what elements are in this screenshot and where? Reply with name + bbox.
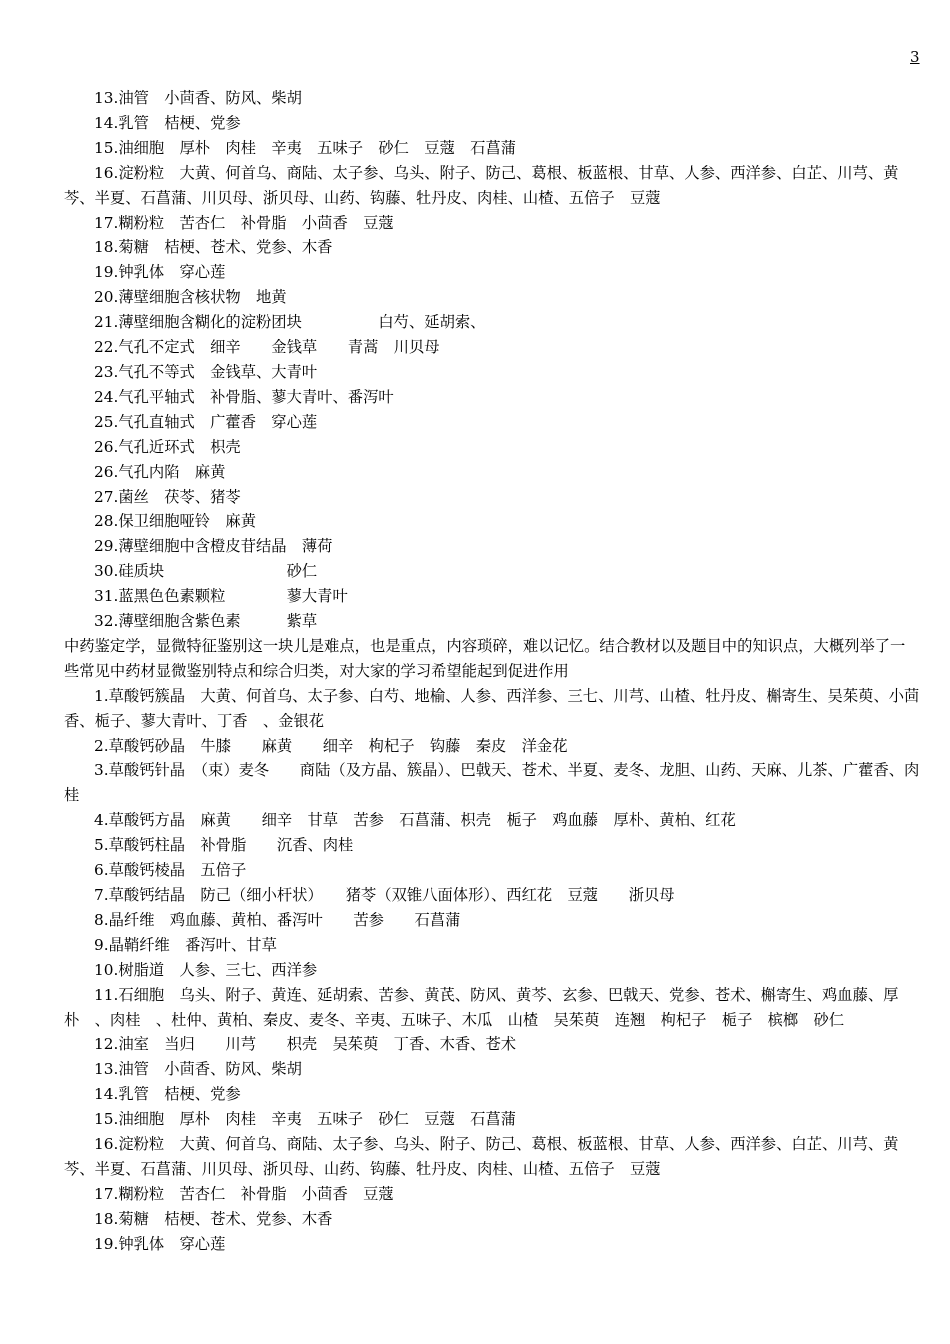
- list-item: 24.气孔平轴式 补骨脂、蓼大青叶、番泻叶: [94, 387, 394, 406]
- intro-paragraph: 中药鉴定学，显微特征鉴别这一块儿是难点，也是重点，内容琐碎，难以记忆。结合教材以及题目中的知识点，大概列举了一些常见中药材显微鉴别特点和综合归类，对大家的学习希望能起到促进作用: [64, 636, 906, 680]
- list-item: 25.气孔直轴式 广藿香 穿心莲: [94, 412, 318, 431]
- list-item: 21.薄壁细胞含糊化的淀粉团块 白芍、延胡索、: [94, 313, 486, 332]
- list-item: 17.糊粉粒 苦杏仁 补骨脂 小茴香 豆蔻: [94, 1184, 394, 1203]
- list-item: 10.树脂道 人参、三七、西洋参: [94, 960, 318, 979]
- list-item: 12.油室 当归 川芎 枳壳 吴茱萸 丁香、木香、苍术: [94, 1035, 517, 1054]
- list-item: 16.淀粉粒 大黄、何首乌、商陆、太子参、乌头、附子、防己、葛根、板蓝根、甘草、人参、西洋参、白芷、川芎、黄芩、半夏、石菖蒲、川贝母、浙贝母、山药、钩藤、牡丹皮、肉桂、山楂、五倍子 豆蔻: [64, 163, 899, 207]
- list-item: 28.保卫细胞哑铃 麻黄: [94, 512, 256, 531]
- list-item: 9.晶鞘纤维 番泻叶、甘草: [94, 935, 277, 954]
- list-item: 3.草酸钙针晶 （束）麦冬 商陆（及方晶、簇晶）、巴戟天、苍术、半夏、麦冬、龙胆、山药、天麻、儿茶、广藿香、肉桂: [64, 761, 920, 805]
- list-item: 29.薄壁细胞中含橙皮苷结晶 薄荷: [94, 537, 333, 556]
- list-item: 1.草酸钙簇晶 大黄、何首乌、太子参、白芍、地榆、人参、西洋参、三七、川芎、山楂、牡丹皮、槲寄生、吴茱萸、小茴香、栀子、蓼大青叶、丁香 、金银花: [64, 686, 920, 730]
- page-number: 3: [910, 48, 920, 66]
- list-item: 18.菊糖 桔梗、苍术、党参、木香: [94, 1209, 333, 1228]
- list-item: 27.菌丝 茯苓、猪苓: [94, 487, 241, 506]
- list-item: 23.气孔不等式 金钱草、大青叶: [94, 362, 318, 381]
- list-item: 13.油管 小茴香、防风、柴胡: [94, 1060, 302, 1079]
- list-item: 15.油细胞 厚朴 肉桂 辛夷 五味子 砂仁 豆蔻 石菖蒲: [94, 138, 517, 157]
- list-item: 32.薄壁细胞含紫色素 紫草: [94, 612, 318, 631]
- list-item: 11.石细胞 乌头、附子、黄连、延胡索、苦参、黄芪、防风、黄芩、玄参、巴戟天、党参、苍术、槲寄生、鸡血藤、厚朴 、肉桂 、杜仲、黄柏、秦皮、麦冬、辛夷、五味子、木瓜 山楂 吴茱萸 连翘 枸杞子 栀子 槟榔 砂仁: [64, 985, 899, 1029]
- list-item: 13.油管 小茴香、防风、柴胡: [94, 89, 302, 107]
- list-item: 26.气孔内陷 麻黄: [94, 462, 226, 481]
- list-item: 19.钟乳体 穿心莲: [94, 1234, 226, 1253]
- list-item: 16.淀粉粒 大黄、何首乌、商陆、太子参、乌头、附子、防己、葛根、板蓝根、甘草、人参、西洋参、白芷、川芎、黄芩、半夏、石菖蒲、川贝母、浙贝母、山药、钩藤、牡丹皮、肉桂、山楂、五倍子 豆蔻: [64, 1135, 899, 1178]
- list-item: 26.气孔近环式 枳壳: [94, 437, 241, 456]
- list-item: 19.钟乳体 穿心莲: [94, 263, 226, 282]
- list-item: 31.蓝黑色色素颗粒 蓼大青叶: [94, 587, 348, 606]
- list-item: 6.草酸钙棱晶 五倍子: [94, 861, 247, 880]
- list-item: 5.草酸钙柱晶 补骨脂 沉香、肉桂: [94, 836, 354, 855]
- list-item: 20.薄壁细胞含核状物 地黄: [94, 288, 287, 307]
- list-item: 8.晶纤维 鸡血藤、黄柏、番泻叶 苦参 石菖蒲: [94, 910, 461, 929]
- list-item: 22.气孔不定式 细辛 金钱草 青蒿 川贝母: [94, 338, 440, 357]
- list-item: 15.油细胞 厚朴 肉桂 辛夷 五味子 砂仁 豆蔻 石菖蒲: [94, 1110, 517, 1129]
- list-item: 17.糊粉粒 苦杏仁 补骨脂 小茴香 豆蔻: [94, 213, 394, 232]
- list-top: [64, 86, 920, 634]
- list-item: 7.草酸钙结晶 防己（细小杆状） 猪苓（双锥八面体形）、西红花 豆蔻 浙贝母: [94, 886, 675, 904]
- list-bottom: [64, 684, 920, 1257]
- list-item: 4.草酸钙方晶 麻黄 细辛 甘草 苦参 石菖蒲、枳壳 栀子 鸡血藤 厚朴、黄柏、红花: [94, 811, 736, 830]
- list-item: 30.硅质块 砂仁: [94, 562, 318, 581]
- list-item: 18.菊糖 桔梗、苍术、党参、木香: [94, 238, 333, 257]
- document-body: [64, 86, 920, 1257]
- list-item: 14.乳管 桔梗、党参: [94, 113, 241, 132]
- list-item: 14.乳管 桔梗、党参: [94, 1085, 241, 1104]
- list-item: 2.草酸钙砂晶 牛膝 麻黄 细辛 枸杞子 钩藤 秦皮 洋金花: [94, 736, 568, 755]
